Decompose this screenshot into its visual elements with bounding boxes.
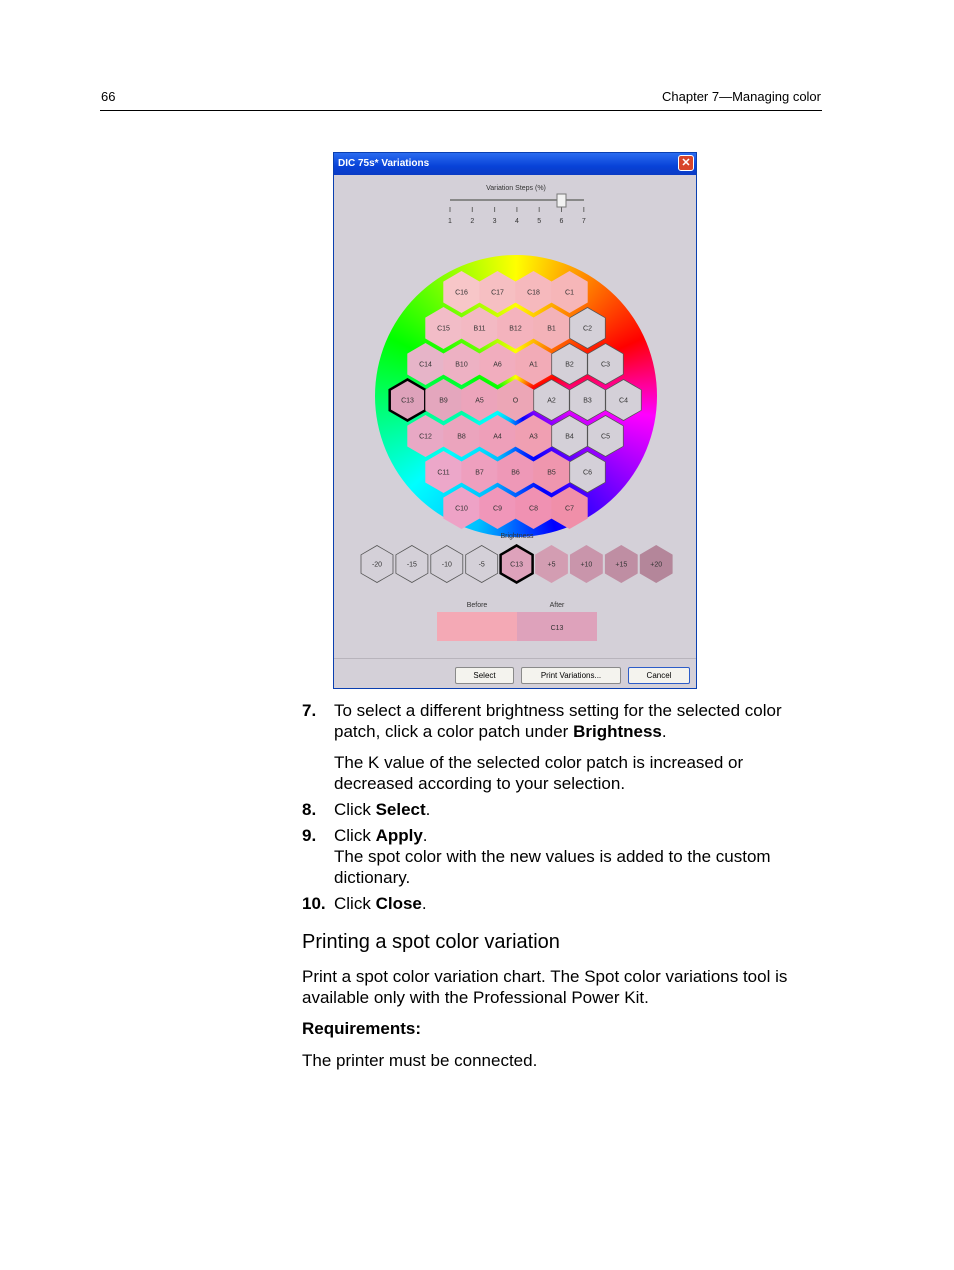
hex-label: A1 <box>529 361 538 369</box>
color-patch[interactable] <box>588 344 624 385</box>
color-patch[interactable] <box>462 380 498 421</box>
button-bar-divider <box>334 658 696 659</box>
hex-label: B1 <box>547 325 556 333</box>
select-button[interactable]: Select <box>455 667 514 684</box>
step-number: 9. <box>302 826 317 845</box>
brightness-patch[interactable] <box>605 546 637 583</box>
hex-label: B6 <box>511 469 520 477</box>
step-text: To select a different brightness setting for the selected color patch, click a color patch under Brightness. <box>334 701 782 741</box>
brightness-patch[interactable] <box>501 546 533 583</box>
step-number: 8. <box>302 800 317 819</box>
after-label: After <box>549 602 565 609</box>
color-patch[interactable] <box>408 416 444 457</box>
step-9-note: The spot color with the new values is added to the custom dictionary. <box>334 847 771 887</box>
header-rule <box>100 110 822 111</box>
hex-label: C4 <box>619 397 628 405</box>
hex-label: C7 <box>565 505 574 513</box>
slider-ticks <box>448 207 586 225</box>
page-number: 66 <box>101 89 116 104</box>
brightness-patch[interactable] <box>570 546 602 583</box>
color-patch[interactable] <box>552 272 588 313</box>
hex-label: B5 <box>547 469 556 477</box>
slider-tick-label: 4 <box>514 218 519 225</box>
hex-label: B11 <box>473 325 486 333</box>
color-patch[interactable] <box>498 308 534 349</box>
color-patch[interactable] <box>498 380 534 421</box>
hex-label: A3 <box>529 433 538 441</box>
hex-label: B7 <box>475 469 484 477</box>
color-patch[interactable] <box>570 308 606 349</box>
hex-label: C6 <box>583 469 592 477</box>
hex-label: C1 <box>565 289 574 297</box>
hex-label: C17 <box>491 289 504 297</box>
dialog-titlebar <box>334 153 696 175</box>
hex-label: -20 <box>371 561 383 569</box>
hex-label: C3 <box>601 361 610 369</box>
hex-label: C16 <box>455 289 468 297</box>
brightness-row <box>361 546 672 583</box>
hex-label: -15 <box>406 561 417 569</box>
color-patch[interactable] <box>426 308 462 349</box>
brightness-patch[interactable] <box>431 546 463 583</box>
hex-label: B12 <box>509 325 522 333</box>
hex-label: C18 <box>527 289 540 297</box>
hex-label: B9 <box>439 397 448 405</box>
hex-label: A6 <box>493 361 502 369</box>
hex-label: O <box>512 397 519 405</box>
color-patch[interactable] <box>516 344 552 385</box>
color-patch[interactable] <box>534 380 570 421</box>
color-patch[interactable] <box>426 380 462 421</box>
color-patch[interactable] <box>444 416 480 457</box>
section-heading: Printing a spot color variation <box>302 931 560 953</box>
hex-label: C2 <box>583 325 592 333</box>
color-patch[interactable] <box>606 380 642 421</box>
slider-tick-label: 5 <box>537 218 542 225</box>
brightness-patch[interactable] <box>640 546 672 583</box>
slider-tick-label: 6 <box>559 218 564 225</box>
hex-label: C8 <box>529 505 538 513</box>
hex-label: +5 <box>547 561 556 569</box>
hex-label: C14 <box>419 361 432 369</box>
before-swatch <box>437 612 517 641</box>
step-number: 10. <box>302 894 326 913</box>
step-text: Click Apply. <box>334 826 428 845</box>
hex-label: C11 <box>437 469 450 477</box>
dialog-title: DIC 75s* Variations <box>338 158 430 169</box>
slider-tick-label: 7 <box>581 218 586 225</box>
hex-label: A4 <box>493 433 502 441</box>
color-patch[interactable] <box>444 344 480 385</box>
step-number: 7. <box>302 701 317 720</box>
color-patch[interactable] <box>552 344 588 385</box>
step-text: Click Select. <box>334 800 431 819</box>
color-patch[interactable] <box>516 272 552 313</box>
before-label: Before <box>466 602 488 609</box>
variations-dialog <box>333 152 697 689</box>
hex-label: -10 <box>441 561 452 569</box>
requirements-label: Requirements: <box>302 1019 422 1038</box>
color-patch[interactable] <box>534 308 570 349</box>
hex-label: -5 <box>478 561 485 569</box>
hex-label: +15 <box>615 561 628 569</box>
brightness-patch[interactable] <box>466 546 498 583</box>
brightness-patch[interactable] <box>361 546 393 583</box>
hex-label: A2 <box>547 397 556 405</box>
slider-label: Variation Steps (%) <box>486 185 546 192</box>
after-swatch-label: C13 <box>550 625 564 632</box>
hex-label: C15 <box>437 325 450 333</box>
hex-label: C13 <box>510 561 524 569</box>
hex-label: B4 <box>565 433 574 441</box>
brightness-patch[interactable] <box>536 546 568 583</box>
hex-label: B10 <box>455 361 468 369</box>
hex-label: B2 <box>565 361 574 369</box>
close-icon[interactable]: ✕ <box>678 155 694 171</box>
variations-canvas <box>334 175 696 655</box>
hex-label: A5 <box>475 397 484 405</box>
section-intro: Print a spot color variation chart. The Spot color variations tool is available only with the Professional Power Kit. <box>302 967 788 1007</box>
hex-label: C12 <box>419 433 432 441</box>
slider-tick-label: 2 <box>470 218 475 225</box>
color-patch[interactable] <box>462 308 498 349</box>
slider-thumb[interactable] <box>557 194 566 207</box>
hex-label: +10 <box>580 561 593 569</box>
hex-label: C10 <box>455 505 468 513</box>
color-patch[interactable] <box>480 344 516 385</box>
color-patch[interactable] <box>390 380 426 421</box>
color-patch[interactable] <box>444 272 480 313</box>
cancel-button[interactable]: Cancel <box>628 667 690 684</box>
color-patch[interactable] <box>480 272 516 313</box>
step-text: Click Close. <box>334 894 427 913</box>
hex-label: B3 <box>583 397 592 405</box>
color-patch[interactable] <box>408 344 444 385</box>
hex-label: +20 <box>650 561 663 569</box>
chapter-title: Chapter 7—Managing color <box>662 89 821 104</box>
hex-label: C9 <box>493 505 502 513</box>
slider-tick-label: 1 <box>448 218 452 225</box>
brightness-label: Brightness <box>500 533 534 540</box>
step-7-note: The K value of the selected color patch is increased or decreased according to your selection. <box>334 753 744 793</box>
hex-label: C5 <box>601 433 610 441</box>
requirements-text: The printer must be connected. <box>302 1051 538 1070</box>
slider-tick-label: 3 <box>492 218 497 225</box>
color-patch[interactable] <box>426 452 462 493</box>
hex-label: C13 <box>401 397 414 405</box>
brightness-patch[interactable] <box>396 546 428 583</box>
print-variations-button[interactable]: Print Variations... <box>521 667 621 684</box>
color-patch[interactable] <box>570 380 606 421</box>
hex-label: B8 <box>457 433 466 441</box>
